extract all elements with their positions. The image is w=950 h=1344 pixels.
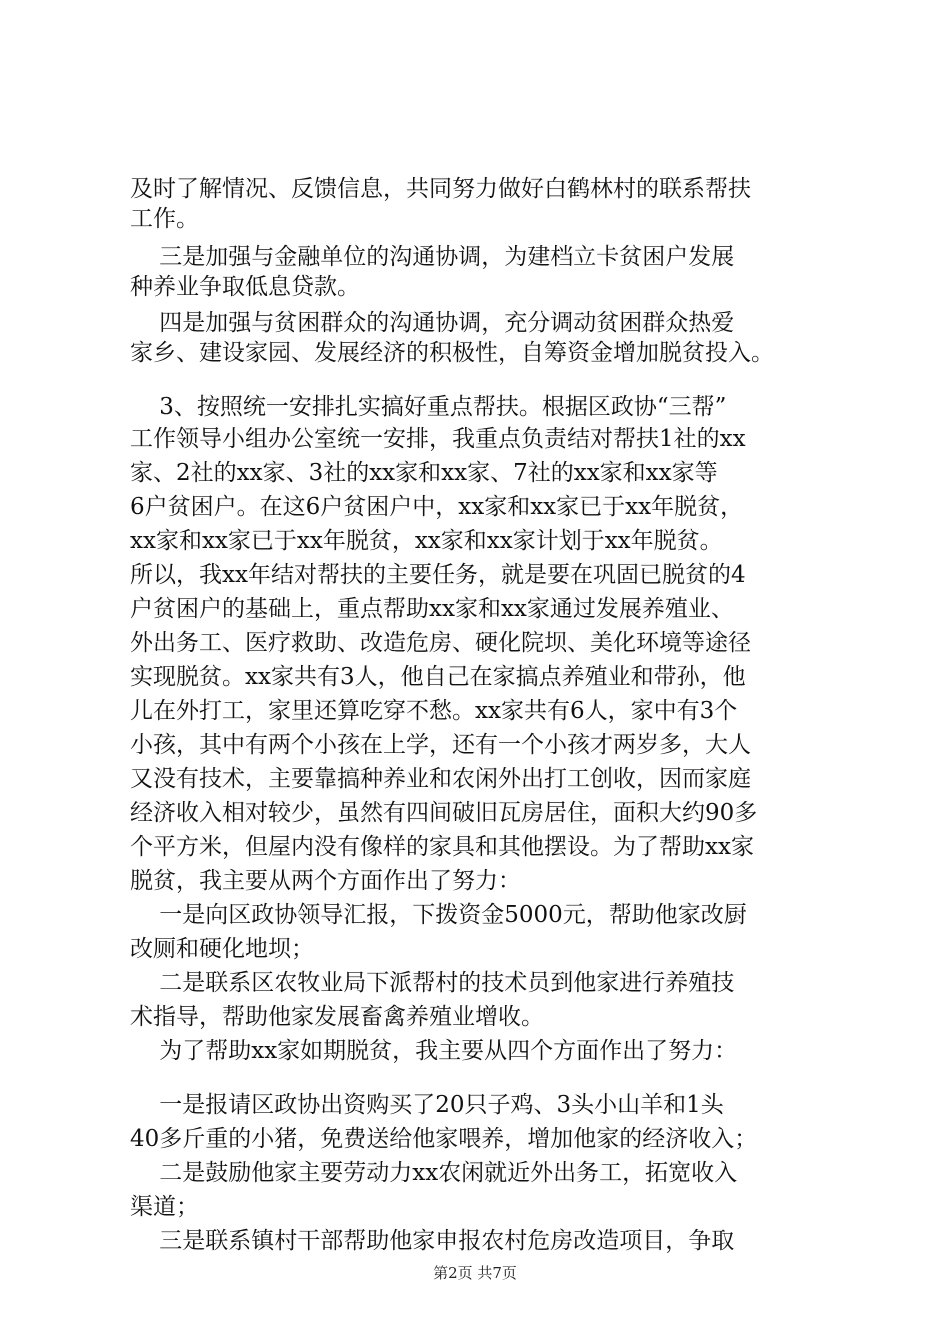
text-line: 40多斤重的小猪，免费送给他家喂养，增加他家的经济收入； bbox=[130, 1126, 758, 1152]
text-line: 工作。 bbox=[130, 206, 199, 232]
text-line: 一是报请区政协出资购买了20只子鸡、3头小山羊和1头 bbox=[130, 1092, 724, 1118]
text-line: 二是联系区农牧业局下派帮村的技术员到他家进行养殖技 bbox=[130, 970, 735, 996]
text-line: 实现脱贫。xx家共有3人，他自己在家搞点养殖业和带孙，他 bbox=[130, 664, 746, 690]
text-line: 二是鼓励他家主要劳动力xx农闲就近外出务工，拓宽收入 bbox=[130, 1160, 738, 1186]
text-line: 户贫困户的基础上，重点帮助xx家和xx家通过发展养殖业、 bbox=[130, 596, 734, 622]
text-line: 种养业争取低息贷款。 bbox=[130, 274, 360, 300]
text-line: 三是加强与金融单位的沟通协调，为建档立卡贫困户发展 bbox=[130, 244, 735, 270]
text-line: 儿在外打工，家里还算吃穿不愁。xx家共有6人，家中有3个 bbox=[130, 698, 738, 724]
text-line: 经济收入相对较少，虽然有四间破旧瓦房居住，面积大约90多 bbox=[130, 800, 758, 826]
text-line: 改厕和硬化地坝； bbox=[130, 936, 314, 962]
text-line: xx家和xx家已于xx年脱贫，xx家和xx家计划于xx年脱贫。 bbox=[130, 528, 723, 554]
text-line: 个平方米，但屋内没有像样的家具和其他摆设。为了帮助xx家 bbox=[130, 834, 754, 860]
text-line: 家乡、建设家园、发展经济的积极性，自筹资金增加脱贫投入。 bbox=[130, 340, 774, 366]
text-line: 脱贫，我主要从两个方面作出了努力： bbox=[130, 868, 521, 894]
text-line: 6户贫困户。在这6户贫困户中，xx家和xx家已于xx年脱贫， bbox=[130, 494, 744, 520]
text-line: 术指导，帮助他家发展畜禽养殖业增收。 bbox=[130, 1004, 544, 1030]
text-line: 四是加强与贫困群众的沟通协调，充分调动贫困群众热爱 bbox=[130, 310, 735, 336]
text-line: 3、按照统一安排扎实搞好重点帮扶。根据区政协“三帮” bbox=[130, 394, 727, 420]
text-line: 一是向区政协领导汇报，下拨资金5000元，帮助他家改厨 bbox=[130, 902, 747, 928]
text-line: 为了帮助xx家如期脱贫，我主要从四个方面作出了努力： bbox=[130, 1038, 738, 1064]
text-line: 所以，我xx年结对帮扶的主要任务，就是要在巩固已脱贫的4 bbox=[130, 562, 746, 588]
text-line: 及时了解情况、反馈信息，共同努力做好白鹤林村的联系帮扶 bbox=[130, 176, 751, 202]
text-line: 三是联系镇村干部帮助他家申报农村危房改造项目，争取 bbox=[130, 1228, 735, 1254]
page-footer: 第2页 共7页 bbox=[433, 1264, 517, 1282]
text-line: 渠道； bbox=[130, 1194, 199, 1220]
text-line: 家、2社的xx家、3社的xx家和xx家、7社的xx家和xx家等 bbox=[130, 460, 718, 486]
text-line: 工作领导小组办公室统一安排，我重点负责结对帮扶1社的xx bbox=[130, 426, 746, 452]
text-line: 外出务工、医疗救助、改造危房、硬化院坝、美化环境等途径 bbox=[130, 630, 751, 656]
text-line: 又没有技术，主要靠搞种养业和农闲外出打工创收，因而家庭 bbox=[130, 766, 751, 792]
text-line: 小孩，其中有两个小孩在上学，还有一个小孩才两岁多，大人 bbox=[130, 732, 751, 758]
